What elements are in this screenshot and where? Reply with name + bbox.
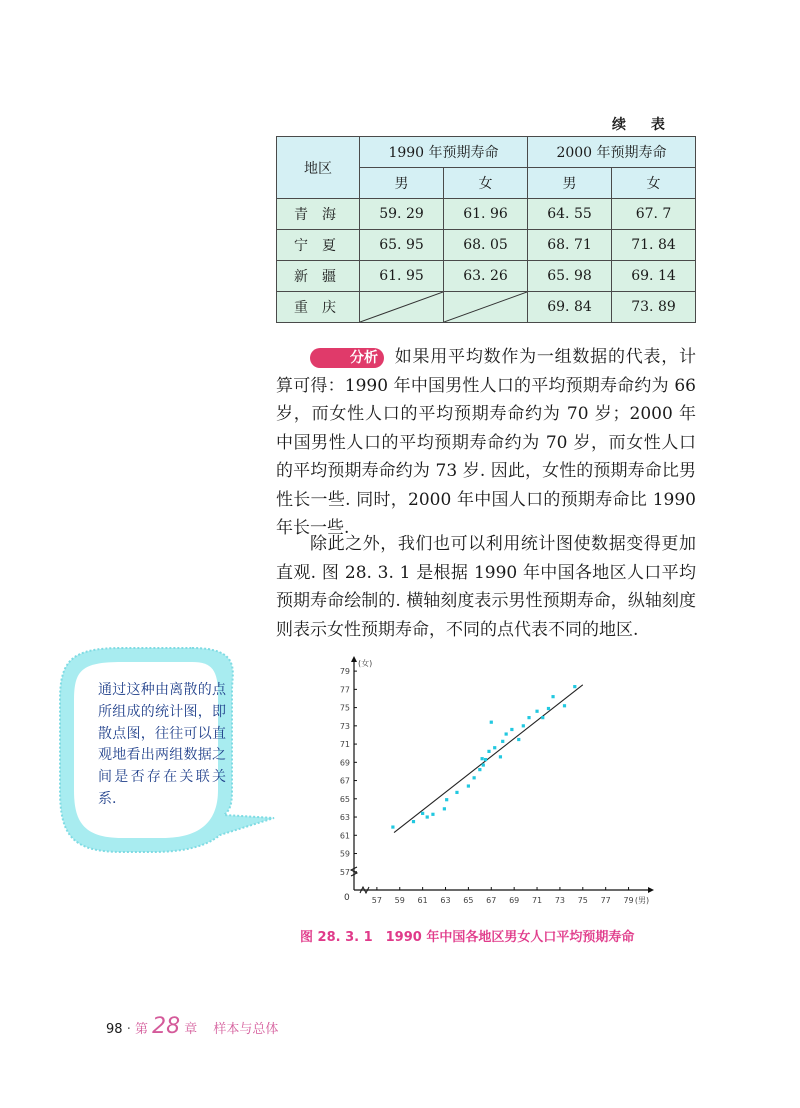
cell-2000-male: 65. 98: [528, 261, 612, 292]
cell-2000-male: 64. 55: [528, 199, 612, 230]
data-point: [391, 825, 394, 828]
cell-1990-male: 61. 95: [360, 261, 444, 292]
data-point: [563, 704, 566, 707]
y-axis-arrow: [351, 656, 357, 662]
row-region: 青海: [277, 199, 360, 230]
data-points: [391, 685, 576, 829]
data-point: [551, 695, 554, 698]
y-tick-label: 75: [339, 703, 350, 713]
x-end-label: (男): [634, 896, 650, 905]
x-tick-label: 71: [531, 896, 543, 905]
data-point: [505, 732, 508, 735]
axes: [344, 656, 654, 903]
x-tick-label: 65: [463, 896, 474, 905]
table-row: [277, 261, 696, 292]
analysis-paragraph: [276, 343, 696, 543]
y-tick-label: 65: [339, 794, 350, 804]
figure-caption: 图 28. 3. 1 1990 年中国各地区男女人口平均预期寿命: [300, 930, 635, 945]
cell-1990-male-empty: [360, 292, 444, 323]
x-tick-label: 77: [600, 896, 611, 905]
y-tick-label: 69: [339, 758, 350, 768]
data-point: [499, 755, 502, 758]
cell-2000-male: 68. 71: [528, 230, 612, 261]
x-tick-label: 59: [394, 896, 405, 905]
data-point: [510, 728, 513, 731]
trend-line-segment: [394, 685, 583, 833]
data-point: [522, 724, 525, 727]
data-point: [443, 807, 446, 810]
data-point: [541, 716, 544, 719]
scatter-plot: [318, 652, 654, 914]
cell-1990-female: 63. 26: [444, 261, 528, 292]
cell-1990-male: 59. 29: [360, 199, 444, 230]
y-tick-label: 67: [339, 776, 350, 786]
data-point: [426, 815, 429, 818]
y-tick-label: 71: [339, 740, 350, 750]
y-tick-label: 61: [339, 831, 350, 841]
y-end-label: (女): [358, 659, 373, 668]
cell-2000-female: 71. 84: [612, 230, 696, 261]
cell-1990-female-empty: [444, 292, 528, 323]
table-continued-label: 续 表: [612, 117, 675, 133]
header-region: 地区: [277, 137, 360, 199]
x-axis-arrow: [648, 887, 654, 893]
x-tick-label: 67: [486, 896, 497, 905]
x-tick-label: 63: [440, 896, 451, 905]
cell-1990-female: 61. 96: [444, 199, 528, 230]
header-2000: 2000 年预期寿命: [528, 137, 696, 168]
data-point: [487, 750, 490, 753]
cell-2000-male: 69. 84: [528, 292, 612, 323]
y-tick-label: 79: [339, 667, 350, 677]
cell-1990-male: 65. 95: [360, 230, 444, 261]
row-region: 宁夏: [277, 230, 360, 261]
data-point: [527, 716, 530, 719]
header-2000-female: 女: [612, 168, 696, 199]
data-point: [547, 707, 550, 710]
x-tick-label: 57: [371, 896, 382, 905]
data-point: [517, 738, 520, 741]
table-row: [277, 292, 696, 323]
data-point: [490, 721, 493, 724]
chapter-prefix: 第: [134, 1022, 148, 1037]
data-point: [501, 740, 504, 743]
cell-2000-female: 73. 89: [612, 292, 696, 323]
header-1990: 1990 年预期寿命: [360, 137, 528, 168]
paragraph-2: 除此之外，我们也可以利用统计图使数据变得更加直观. 图 28. 3. 1 是根据 1990 年中国各地区人口平均预期寿命绘制的. 横轴刻度表示男性预期寿命，纵轴刻度则表示女性预期寿命，不同的点代表不同的地区.: [276, 534, 696, 640]
header-2000-male: 男: [528, 168, 612, 199]
cell-2000-female: 69. 14: [612, 261, 696, 292]
data-point: [482, 763, 485, 766]
x-tick-label: 73: [554, 896, 566, 905]
data-point: [445, 798, 448, 801]
data-point: [535, 710, 538, 713]
data-point: [473, 776, 476, 779]
x-tick-label: 75: [577, 896, 588, 905]
x-tick-label: 69: [509, 896, 520, 905]
analysis-tag: 分析: [310, 348, 384, 368]
x-axis-break: [360, 887, 369, 893]
chapter-number: 28: [152, 1014, 181, 1039]
x-tick-label: 79: [623, 896, 634, 905]
y-tick-label: 59: [339, 849, 350, 859]
y-tick-label: 73: [339, 721, 350, 731]
table-row: [277, 230, 696, 261]
y-tick-label: 77: [339, 685, 350, 695]
row-region: 新疆: [277, 261, 360, 292]
bubble-note: 通过这种由离散的点所组成的统计图，即散点图，往往可以直观地看出两组数据之间是否存在关联关系.: [98, 682, 226, 807]
life-expectancy-table: [276, 136, 696, 323]
cell-2000-female: 67. 7: [612, 199, 696, 230]
y-tick-label: 57: [339, 867, 350, 877]
row-region: 重庆: [277, 292, 360, 323]
data-point: [484, 758, 487, 761]
data-point: [467, 784, 470, 787]
header-1990-male: 男: [360, 168, 444, 199]
data-point: [412, 820, 415, 823]
data-point: [455, 791, 458, 794]
data-point: [481, 757, 484, 760]
origin-label: 0: [344, 893, 350, 903]
data-point: [493, 746, 496, 749]
analysis-text: 如果用平均数作为一组数据的代表，计算可得：1990 年中国男性人口的平均预期寿命约为 66 岁，而女性人口的平均预期寿命约为 70 岁；2000 年中国男性人口的平均预期寿命约为 70 岁，而女性人口的平均预期寿命约为 73 岁. 因此，女性的预期寿命比男性长一些. 同时，2000 年中国人口的预期寿命比 1990 年长一些.: [276, 347, 696, 538]
x-tick-label: 61: [417, 896, 428, 905]
data-point: [573, 685, 576, 688]
data-point: [478, 768, 481, 771]
chapter-suffix: 章: [184, 1022, 198, 1037]
header-1990-female: 女: [444, 168, 528, 199]
page-footer: 98 · 第 28 章 样本与总体: [106, 1014, 279, 1039]
data-point: [431, 813, 434, 816]
table-row: [277, 199, 696, 230]
y-tick-label: 63: [339, 813, 350, 823]
chapter-title: 样本与总体: [213, 1022, 279, 1037]
data-point: [421, 812, 424, 815]
trend-line: [394, 685, 583, 833]
page-number: 98: [106, 1022, 123, 1037]
cell-1990-female: 68. 05: [444, 230, 528, 261]
ticks: [340, 658, 649, 905]
